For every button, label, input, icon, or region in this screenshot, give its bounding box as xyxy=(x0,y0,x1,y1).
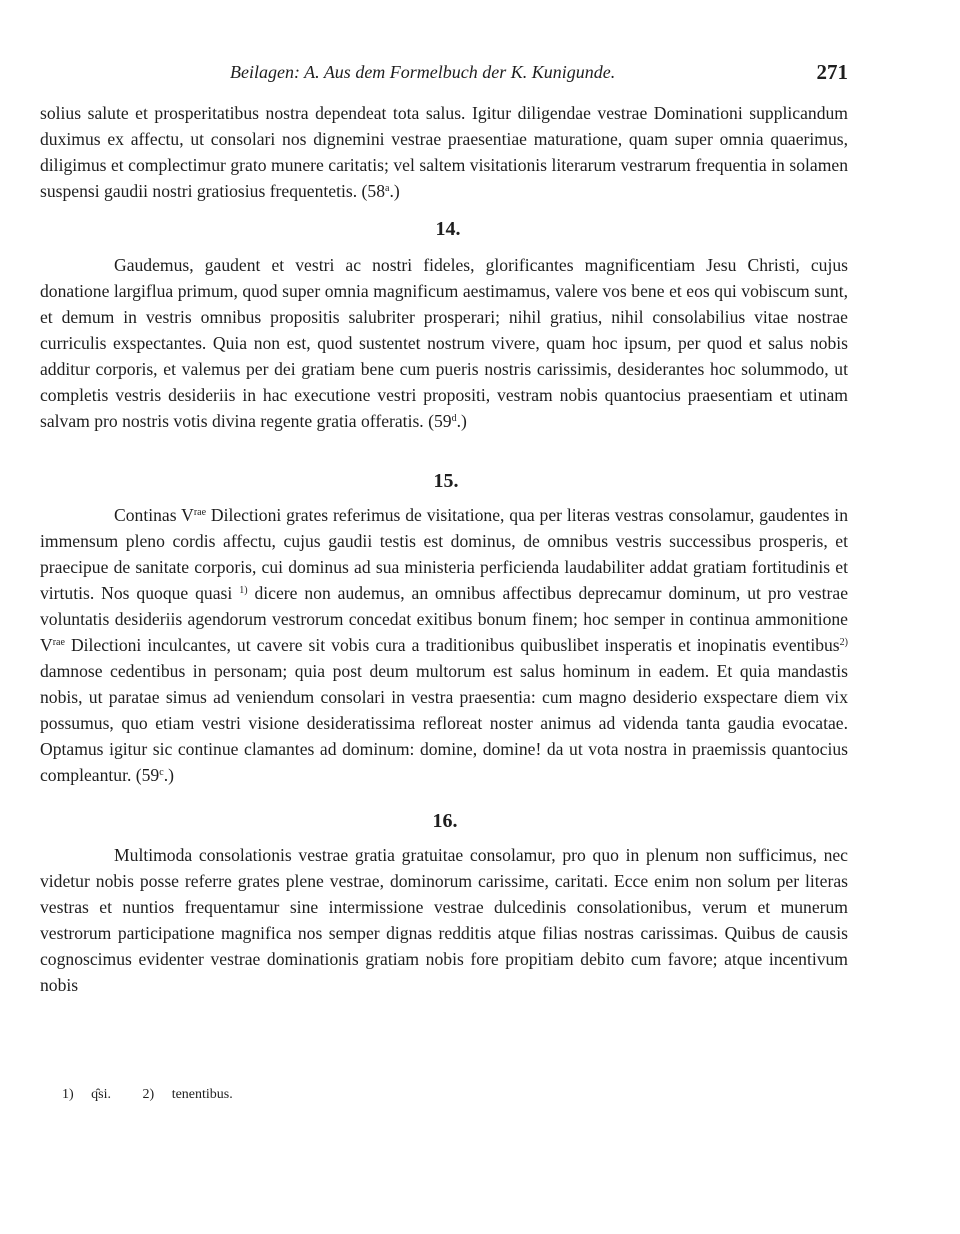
section-15-text-3: dicere non audemus, an omnibus affectibus deprecamur dominum, ut pro vestrae voluntatis desideriis agendorum vestrorum concedat exitibus bonum finem; hoc semper in continua ammonitione V xyxy=(40,583,848,655)
section-14-text: Gaudemus, gaudent et vestri ac nostri fideles, glorificantes magnificentiam Jesu Christi, cujus donatione largiflua primum, quod super omnia magnificum aestimamus, valere vos bene et eos qui vobiscum sunt, et demum in vestris omnibus propositis salubriter prosperari; nihil gratius, nihil consolabilius vitae nostrae curriculis exspectantes. Quia non est, quod sustentet nostrum vivere, quam hoc ipsum, per quod et salus nobis additur corporis, et valemus per dei gratiam bene cum pueris nostris carissimis, desiderantes hoc solummodo, ut completis vestris desideriis in hac executione vestri propositi, vestram nobis quantocius praesentiam et utinam salvam pro nostris votis divina regente gratia offeratis. xyxy=(40,255,848,431)
page-number: 271 xyxy=(816,60,848,84)
abbrev-superscript: rae xyxy=(193,507,207,518)
source-ref-letter: a xyxy=(385,183,390,194)
section-15-text-1: Continas V xyxy=(114,505,194,525)
source-ref-end: .) xyxy=(389,181,400,201)
footnote-marker-2: 2) xyxy=(839,637,848,648)
section-15-text-5: damnose cedentibus in personam; quia post deum multorum est salus hominum in eadem. Et quia mandastis nobis, ut paratae simus ad veniendum consolari in vestra praesentia: cum magno desiderio exspectare diem vix possumus, quo etiam vestri visione desideratissima refloreat noster animus ad videnda tanta gaudia evocatae. Optamus igitur sic continue clamantes ad dominum: domine, domine! da ut vota nostra in praemissis quantocius compleantur. xyxy=(40,661,848,785)
section-15-text-2: Dilectioni grates referimus de visitatione, qua per literas vestras consolamur, gaudentes in immensum pleno cordis affectu, cujus gaudii testis est dominus, de omnibus vestris successibus prosperis, et praecipue de sanitate corporis, cui dominus ad sua ministeria perficienda laudabiliter addat gratiam fortitudinis et virtutis. Nos quoque quasi xyxy=(40,505,848,603)
source-ref xyxy=(428,411,467,431)
source-ref-number: (59 xyxy=(135,765,160,785)
footnote-text: tenentibus. xyxy=(171,1087,233,1102)
source-ref-end: .) xyxy=(456,411,467,431)
source-ref-end: .) xyxy=(163,765,174,785)
running-title: Beilagen: A. Aus dem Formelbuch der K. Kunigunde. xyxy=(230,62,616,82)
running-head xyxy=(40,62,848,90)
source-ref-number: (58 xyxy=(361,181,385,201)
continuation-paragraph xyxy=(40,100,848,204)
footnote-2 xyxy=(143,1087,247,1102)
source-ref-letter: d xyxy=(451,413,457,424)
section-14-paragraph xyxy=(40,252,848,434)
section-16-text: Multimoda consolationis vestrae gratia gratuitae consolamur, pro quo in plenum non sufficimus, nec videtur nobis posse referre grates plene vestrae, dominorum carissime, caritati. Ecce enim non solum per literas vestras et nuntios frequentamur sine intermissione vestrae dulcedinis consolationibus, verum et munerum vestrorum participatione magnifica nos semper dignas redditis atque filias nostras carissimas. Quibus de causis cognoscimus evidenter vestrae dominationis gratiam nobis fore propitiam debito cum favore; atque incentivum nobis xyxy=(40,845,848,995)
section-number-16: 16. xyxy=(432,810,458,832)
footnotes xyxy=(62,1087,261,1103)
continuation-text: solius salute et prosperitatibus nostra dependeat tota salus. Igitur diligendae vestrae Dominationi supplicandum duximus ex affectu, ut consolari nos dignemini vestrae praesentiae maturatione, quam super omnia quaerimus, diligimus et complectimur grato munere caritatis; vel saltem visitationis literarum vestrarum frequentia in solamen suspensi gaudii nostri gratiosius frequentetis. xyxy=(40,103,848,201)
section-15-text-4: Dilectioni inculcantes, ut cavere sit vobis cura a traditionibus quibuslibet insperatis et inopinatis eventibus xyxy=(64,635,840,655)
footnote-1 xyxy=(62,1087,125,1102)
source-ref xyxy=(362,181,400,201)
section-number-14: 14. xyxy=(435,218,461,240)
section-16-paragraph xyxy=(40,842,848,998)
source-ref xyxy=(136,765,174,785)
footnote-text: q̑si. xyxy=(91,1087,112,1102)
footnote-label: 2) xyxy=(142,1087,155,1102)
body-text xyxy=(40,100,848,998)
footnote-label: 1) xyxy=(62,1087,74,1102)
source-ref-number: (59 xyxy=(428,411,452,431)
section-15-paragraph xyxy=(40,502,848,788)
section-number-15: 15. xyxy=(433,470,459,492)
source-ref-letter: c xyxy=(159,767,164,778)
abbrev-superscript: rae xyxy=(52,637,65,648)
footnote-marker-1: 1) xyxy=(239,585,248,596)
